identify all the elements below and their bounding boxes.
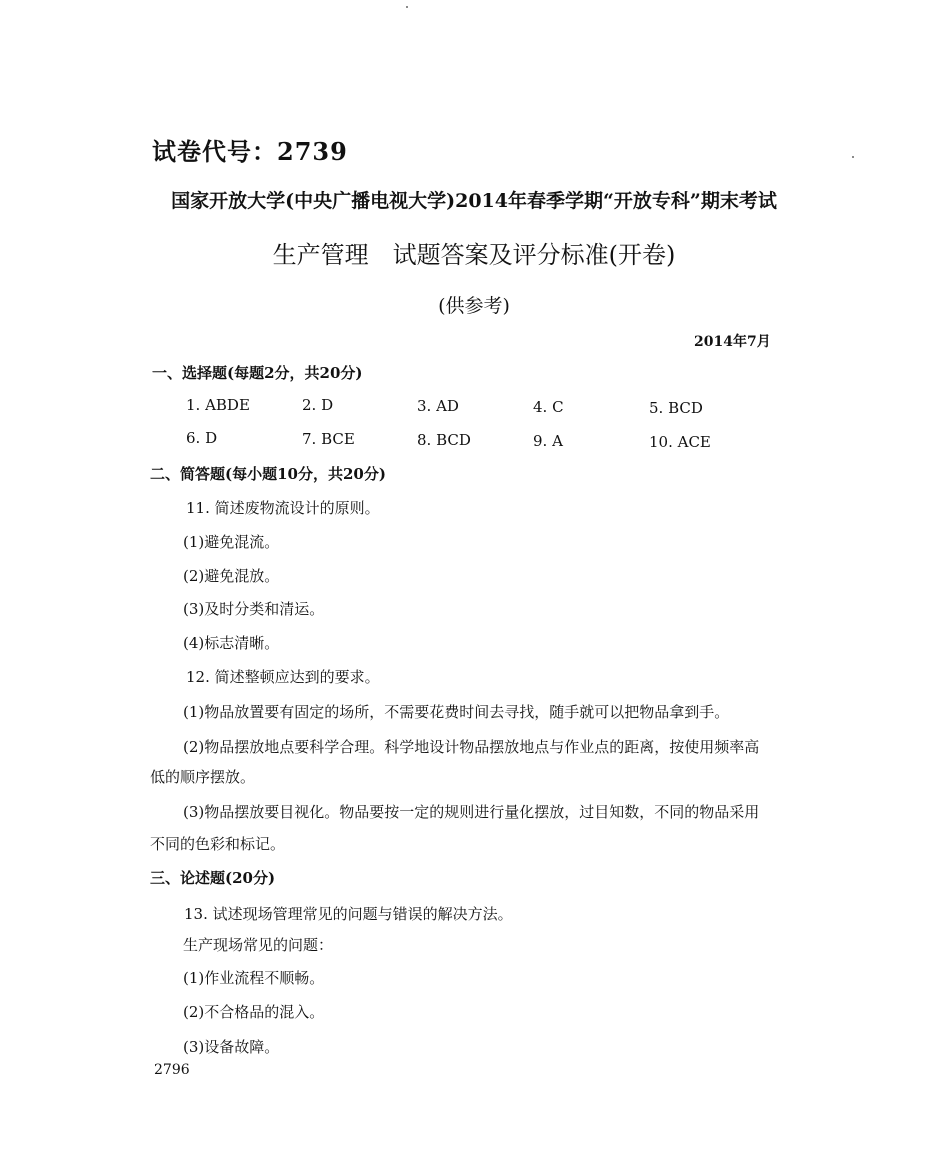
section-heading-short-answer: 二、简答题(每小题10分，共20分) — [150, 465, 386, 483]
reference-note: (供参考) — [438, 295, 510, 317]
answer-point: (2)物品摆放地点要科学合理。科学地设计物品摆放地点与作业点的距离，按使用频率高 — [183, 738, 760, 756]
answer-point: (1)避免混流。 — [183, 533, 280, 551]
answer-point-continued: 低的顺序摆放。 — [150, 768, 256, 786]
answer-item: 1. ABDE — [186, 396, 250, 414]
answer-item: 4. C — [533, 398, 564, 416]
question-12: 12. 简述整顿应达到的要求。 — [186, 668, 380, 686]
paper-code: 试卷代号：2739 — [152, 137, 348, 166]
section-heading-choice: 一、选择题(每题2分，共20分) — [152, 364, 363, 382]
answer-item: 5. BCD — [649, 399, 703, 417]
answer-point: (1)物品放置要有固定的场所，不需要花费时间去寻找，随手就可以把物品拿到手。 — [183, 703, 730, 721]
answer-point: (3)及时分类和清运。 — [183, 600, 325, 618]
answer-point: (4)标志清晰。 — [183, 634, 280, 652]
exam-date: 2014年7月 — [694, 334, 771, 350]
answer-intro: 生产现场常见的问题： — [183, 936, 334, 954]
section-heading-essay: 三、论述题(20分) — [150, 869, 276, 887]
answer-point: (3)物品摆放要目视化。物品要按一定的规则进行量化摆放，过目知数，不同的物品采用 — [183, 803, 760, 821]
document-title: 生产管理 试题答案及评分标准(开卷) — [272, 241, 676, 269]
answer-item: 2. D — [302, 396, 334, 414]
question-11: 11. 简述废物流设计的原则。 — [186, 499, 380, 517]
question-13: 13. 试述现场管理常见的问题与错误的解决方法。 — [184, 905, 513, 923]
exam-title: 国家开放大学(中央广播电视大学)2014年春季学期“开放专科”期末考试 — [171, 190, 777, 212]
answer-item: 10. ACE — [649, 433, 711, 451]
answer-point: (1)作业流程不顺畅。 — [183, 969, 325, 987]
answer-point: (3)设备故障。 — [183, 1038, 280, 1056]
scan-speck — [406, 6, 408, 8]
answer-item: 7. BCE — [302, 430, 355, 448]
answer-item: 3. AD — [417, 397, 459, 415]
page-number: 2796 — [154, 1062, 190, 1078]
answer-point: (2)不合格品的混入。 — [183, 1003, 325, 1021]
answer-item: 9. A — [533, 432, 563, 450]
scan-speck — [852, 156, 854, 158]
answer-point: (2)避免混放。 — [183, 567, 280, 585]
answer-item: 8. BCD — [417, 431, 471, 449]
answer-point-continued: 不同的色彩和标记。 — [150, 835, 286, 853]
answer-item: 6. D — [186, 429, 218, 447]
